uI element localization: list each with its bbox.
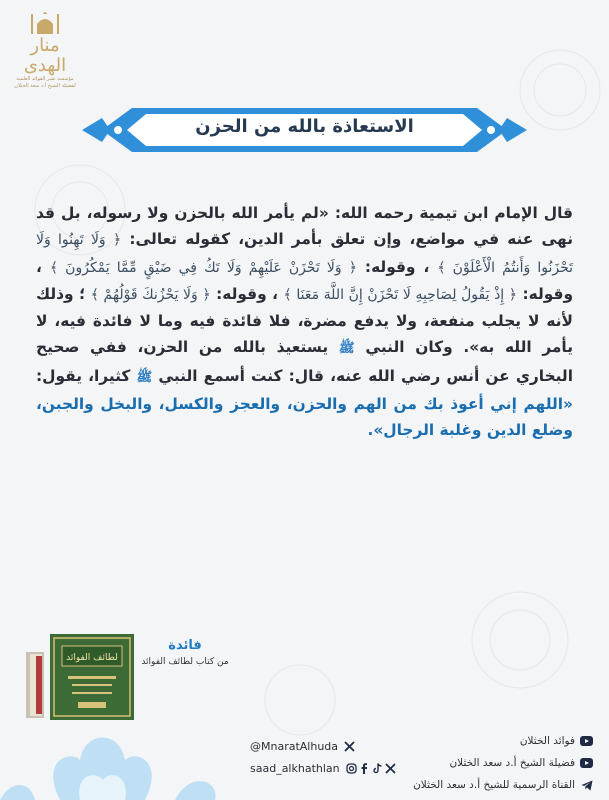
quran-verse: ﴿ وَلَا تَهِنُوا وَلَا تَحْزَنُوا وَأَنتُمُ الْأَعْلَوْنَ ﴾ [36, 232, 574, 276]
youtube-icon [580, 735, 593, 748]
article-text: يستعيذ بالله من الحزن، ففي صحيح البخاري عن أنس رضي الله عنه، قال: كنت أسمع النبي [36, 338, 573, 385]
social-handles-left [250, 735, 385, 779]
multi-handle[interactable]: saad_alkhathlan [250, 761, 340, 775]
hadith-quote: «اللهم إني أعوذ بك من الهم والحزن، والعجز والكسل، والبخل والجبن، وضلع الدين وغلبة الرجال». [36, 395, 573, 440]
article-text: ، وقوله: [216, 284, 279, 303]
youtube-channel-row-1[interactable] [393, 730, 593, 752]
brand-logo [14, 10, 76, 90]
facebook-icon [358, 762, 371, 775]
instagram-icon [345, 762, 358, 775]
x-icon [343, 740, 356, 753]
telegram-channel-name[interactable]: القناة الرسمية للشيخ أ.د سعد الخثلان [413, 779, 575, 791]
article-text: كثيرا، يقول: [36, 366, 131, 385]
youtube-icon [580, 757, 593, 770]
page-title: الاستعاذة بالله من الحزن [195, 116, 414, 137]
quran-verse: ﴿ وَلَا يَحْزُنكَ قَوْلُهُمْ ﴾ [90, 286, 211, 303]
logo-name: منار الهدى [23, 35, 67, 76]
youtube-channel-name[interactable]: فوائد الخثلان [519, 735, 575, 747]
tiktok-icon [371, 762, 384, 775]
social-row-x[interactable] [250, 735, 385, 757]
quran-verse: ﴿ وَلَا تَحْزَنْ عَلَيْهِمْ وَلَا تَكُ فِي ضَيْقٍ مِّمَّا يَمْكُرُونَ ﴾ [49, 259, 357, 276]
source-heading: فائدة [168, 638, 202, 653]
article-text: ، وقوله: [36, 257, 574, 303]
article-text: قال الإمام ابن تيمية رحمه الله: «لم يأمر الله بالحزن ولا رسوله، بل قد نهى عنه في مواضع، وإن تعلق بأمر الدين، كقوله تعالى: [36, 204, 573, 249]
source-book: من كتاب لطائف الفوائد [141, 657, 229, 667]
social-row-multi[interactable] [250, 757, 385, 779]
logo-subtitle-2: لفضيلة الشيخ أ.د سعد الخثلان [14, 83, 76, 89]
article-body [36, 200, 573, 444]
title-banner [82, 100, 527, 160]
youtube-channel-name[interactable]: فضيلة الشيخ أ.د سعد الخثلان [449, 757, 575, 769]
article-text: ، وقوله: [364, 257, 430, 276]
social-channels-right [393, 730, 593, 796]
logo-subtitle-1: مؤسسة نشر الفوائد العلمية [16, 76, 74, 82]
quran-verse: ﴿ إِذْ يَقُولُ لِصَاحِبِهِ لَا تَحْزَنْ إِنَّ اللَّهَ مَعَنَا ﴾ [283, 286, 517, 303]
telegram-channel-row[interactable] [393, 774, 593, 796]
mosque-icon [25, 10, 65, 36]
book-cover-title: لطائف الفوائد [66, 653, 118, 663]
salutation-symbol: ﷺ [136, 369, 153, 385]
x-handle[interactable]: @MnaratAlhuda [250, 739, 339, 753]
salutation-symbol: ﷺ [338, 341, 355, 357]
youtube-channel-row-2[interactable] [393, 752, 593, 774]
decorative-rosette [0, 640, 230, 800]
article-text: ؛ وذلك لأنه لا يجلب منفعة، ولا يدفع مضرة، فلا فائدة فيه وما لا فائدة فيه، لا يأمر الله به». وكان النبي [36, 284, 573, 357]
telegram-icon [580, 779, 593, 792]
